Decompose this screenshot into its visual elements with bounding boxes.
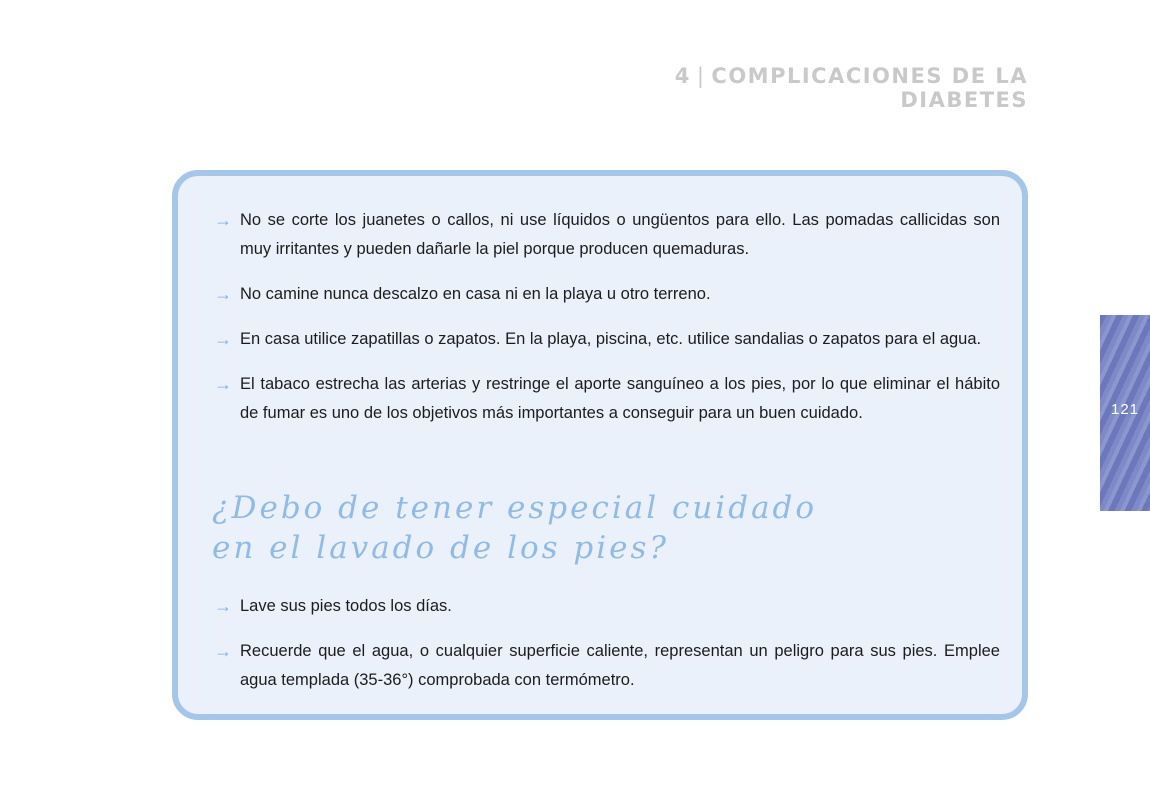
list-item — [214, 280, 1000, 309]
section-heading: ¿Debo de tener especial cuidado en el lavado de los pies? — [212, 490, 818, 566]
list-item-text: No camine nunca descalzo en casa ni en la playa u otro terreno. — [240, 285, 711, 303]
arrow-icon: → — [214, 596, 232, 616]
arrow-icon: → — [214, 329, 232, 349]
arrow-icon: → — [214, 210, 232, 230]
chapter-number: 4 — [674, 64, 691, 88]
running-header — [560, 64, 1028, 112]
list-item-text: En casa utilice zapatillas o zapatos. En la playa, piscina, etc. utilice sandalias o zapatos para el agua. — [240, 330, 982, 348]
list-item-text: Lave sus pies todos los días. — [240, 597, 452, 615]
bullet-list-2 — [214, 592, 1000, 711]
list-item — [214, 206, 1000, 264]
page-tab — [1100, 315, 1150, 511]
page-number: 121 — [1110, 401, 1140, 418]
list-item — [214, 592, 1000, 621]
arrow-icon: → — [214, 374, 232, 394]
list-item-text: No se corte los juanetes o callos, ni use líquidos o ungüentos para ello. Las pomadas callicidas son muy irritantes y pueden dañarle la piel porque producen quemaduras. — [240, 211, 1000, 258]
list-item-text: Recuerde que el agua, o cualquier superficie caliente, representan un peligro para sus pies. Emplee agua templada (35-36°) comprobada con termómetro. — [240, 642, 1000, 689]
bullet-list — [214, 206, 1000, 444]
chapter-title: COMPLICACIONES DE LA DIABETES — [711, 64, 1028, 112]
header-separator: | — [696, 64, 706, 88]
list-item — [214, 325, 1000, 354]
list-item-text: El tabaco estrecha las arterias y restringe el aporte sanguíneo a los pies, por lo que eliminar el hábito de fumar es uno de los objetivos más importantes a conseguir para un buen cuidado. — [240, 375, 1000, 422]
info-box — [172, 170, 1028, 720]
arrow-icon: → — [214, 641, 232, 661]
arrow-icon: → — [214, 284, 232, 304]
list-item — [214, 370, 1000, 428]
list-item — [214, 637, 1000, 695]
